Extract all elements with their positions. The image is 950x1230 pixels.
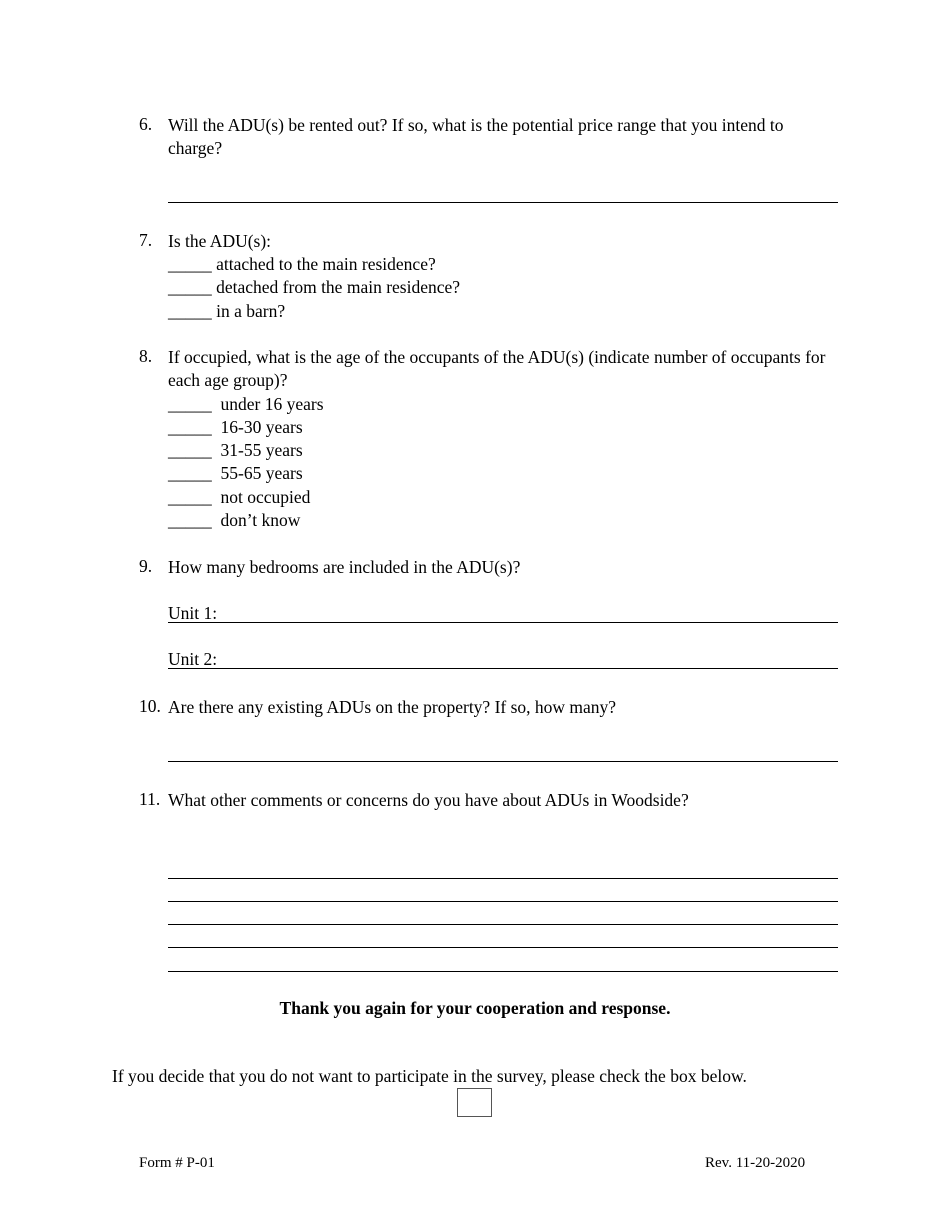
thank-you-message: Thank you again for your cooperation and response. [279,998,671,1018]
q7-option-detached[interactable]: _____ detached from the main residence? [168,277,461,297]
q8-number: 8. [139,346,153,366]
revision-date: Rev. 11-20-2020 [705,1155,806,1171]
q8-option-dont-know[interactable]: _____ don’t know [168,510,301,530]
opt-out-checkbox[interactable] [457,1088,492,1117]
q11-answer-line[interactable] [168,878,838,879]
q9-text: How many bedrooms are included in the ADU(s)? [168,557,521,577]
q6-answer-line[interactable] [168,202,838,203]
q8-option-under-16[interactable]: _____ under 16 years [168,394,324,414]
opt-out-instruction: If you decide that you do not want to participate in the survey, please check the box below. [112,1066,747,1086]
q11-text: What other comments or concerns do you have about ADUs in Woodside? [168,790,689,810]
q9-unit1-label: Unit 1: [168,603,218,623]
q9-unit2-label: Unit 2: [168,649,218,669]
q9-unit2-line[interactable] [168,668,838,669]
q7-option-barn[interactable]: _____ in a barn? [168,301,286,321]
q8-option-31-55[interactable]: _____ 31-55 years [168,440,303,460]
q10-number: 10. [139,696,161,716]
q11-number: 11. [139,789,161,809]
q8-option-not-occupied[interactable]: _____ not occupied [168,487,311,507]
q7-option-attached[interactable]: _____ attached to the main residence? [168,254,436,274]
q11-answer-line[interactable] [168,971,838,972]
q10-answer-line[interactable] [168,761,838,762]
q11-answer-line[interactable] [168,901,838,902]
q6-text: Will the ADU(s) be rented out? If so, what is the potential price range that you intend to charge? [168,115,784,158]
q7-text: Is the ADU(s): [168,231,272,251]
q7-number: 7. [139,230,153,250]
q9-unit1-line[interactable] [168,622,838,623]
q8-text: If occupied, what is the age of the occupants of the ADU(s) (indicate number of occupants for each age group)? [168,347,826,390]
q11-answer-line[interactable] [168,947,838,948]
form-number: Form # P-01 [139,1155,215,1171]
q10-text: Are there any existing ADUs on the property? If so, how many? [168,697,617,717]
q8-option-16-30[interactable]: _____ 16-30 years [168,417,303,437]
q6-number: 6. [139,114,153,134]
q8-option-55-65[interactable]: _____ 55-65 years [168,463,303,483]
q9-number: 9. [139,556,153,576]
q11-answer-line[interactable] [168,924,838,925]
